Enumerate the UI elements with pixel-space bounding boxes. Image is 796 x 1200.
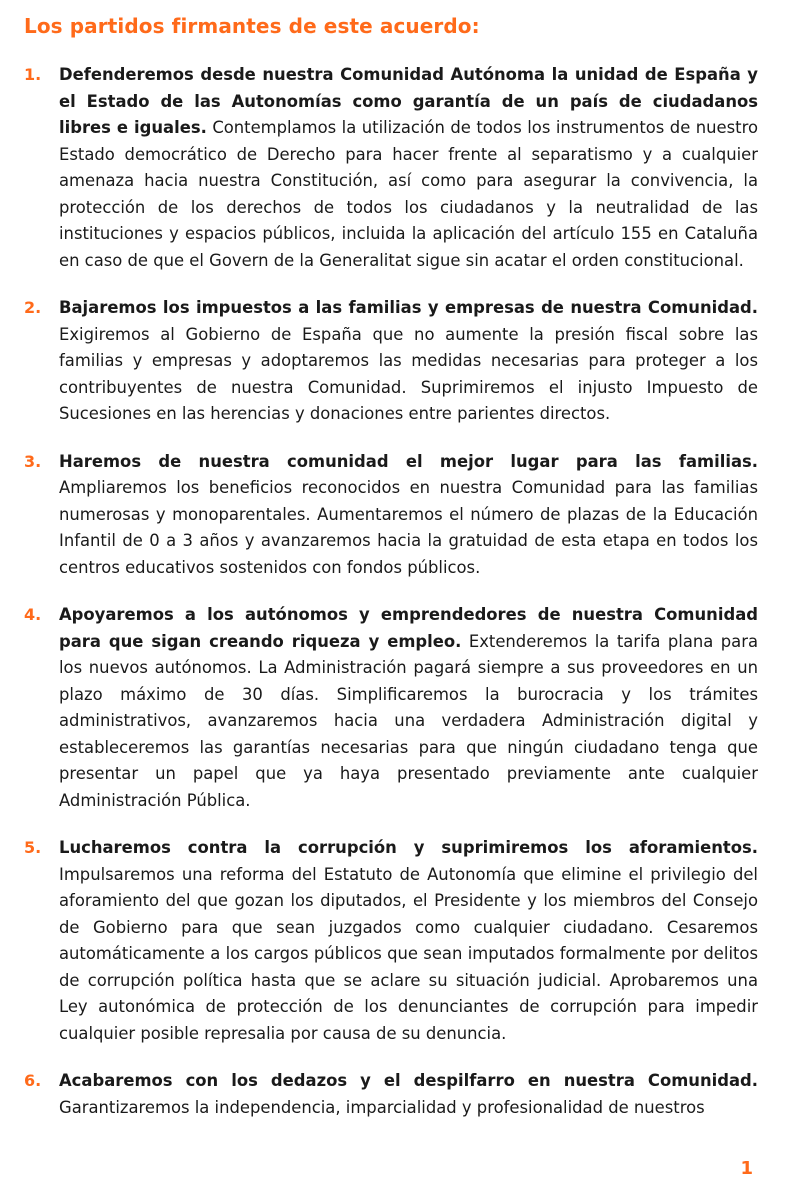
item-bold-lead: Acabaremos con los dedazos y el despilfarro en nuestra Comunidad. xyxy=(59,1071,758,1090)
agreement-list xyxy=(24,62,758,1142)
item-text: Extenderemos la tarifa plana para los nuevos autónomos. La Administración pagará siempre a sus proveedores en un plazo máximo de 30 días. Simplificaremos la burocracia y los trámites administrativos, avanzaremos hacia una verdadera Administración digital y estableceremos las garantías necesarias para que ningún ciudadano tenga que presentar un papel que ya haya presentado previamente ante cualquier Administración Pública. xyxy=(59,631,758,810)
item-text: Contemplamos la utilización de todos los instrumentos de nuestro Estado democrático de Derecho para hacer frente al separatismo y a cualquier amenaza hacia nuestra Constitución, así como para asegurar la convivencia, la protección de los derechos de todos los ciudadanos y la neutralidad de las instituciones y espacios públicos, incluida la aplicación del artículo 155 en Cataluña en caso de que el Govern de la Generalitat sigue sin acatar el orden constitucional. xyxy=(59,118,759,270)
item-body xyxy=(59,295,758,428)
item-body xyxy=(59,602,758,814)
item-number: 3. xyxy=(24,451,42,471)
item-number: 1. xyxy=(24,65,42,84)
item-bold-lead: Lucharemos contra la corrupción y suprimiremos los aforamientos. xyxy=(59,838,758,857)
item-body xyxy=(59,62,758,274)
item-number: 5. xyxy=(24,838,42,857)
item-text: Impulsaremos una reforma del Estatuto de Autonomía que elimine el privilegio del aforamiento del que gozan los diputados, el Presidente y los miembros del Consejo de Gobierno para que sean juzgados como cualquier ciudadano. Cesaremos automáticamente a los cargos públicos que sean imputados formalmente por delitos de corrupción política hasta que se aclare su situación judicial. Aprobaremos una Ley autonómica de protección de los denunciantes de corrupción para impedir cualquier posible represalia por causa de su denuncia. xyxy=(59,864,758,1043)
item-number: 6. xyxy=(24,1071,42,1090)
item-text: Garantizaremos la independencia, imparcialidad y profesionalidad de nuestros xyxy=(59,1097,705,1117)
item-text: Exigiremos al Gobierno de España que no aumente la presión fiscal sobre las familias y empresas y adoptaremos las medidas necesarias para proteger a los contribuyentes de nuestra Comunidad. Suprimiremos el injusto Impuesto de Sucesiones en las herencias y donaciones entre parientes directos. xyxy=(59,324,758,423)
item-body xyxy=(59,1068,758,1121)
item-text: Ampliaremos los beneficios reconocidos en nuestra Comunidad para las familias numerosas y monoparentales. Aumentaremos el número de plazas de la Educación Infantil de 0 a 3 años y avanzaremos hacia la gratuidad de esta etapa en todos los centros educativos sostenidos con fondos públicos. xyxy=(59,478,758,577)
list-item xyxy=(24,449,758,582)
item-bold-lead: Haremos de nuestra comunidad el mejor lugar para las familias. xyxy=(59,451,758,471)
page-number: 1 xyxy=(740,1158,753,1179)
list-item xyxy=(24,1068,758,1121)
item-body xyxy=(59,449,758,582)
item-number: 4. xyxy=(24,605,42,624)
list-item xyxy=(24,295,758,428)
list-item xyxy=(24,602,758,814)
item-bold-lead: Defenderemos desde nuestra Comunidad Autónoma la unidad de España y el Estado de las Autonomías como garantía de un país de ciudadanos libres e iguales. xyxy=(59,65,758,137)
item-body xyxy=(59,835,758,1047)
list-item xyxy=(24,835,758,1047)
item-number: 2. xyxy=(24,298,42,317)
list-item xyxy=(24,62,758,274)
document-heading: Los partidos firmantes de este acuerdo: xyxy=(24,14,480,38)
item-bold-lead: Apoyaremos a los autónomos y emprendedores de nuestra Comunidad para que sigan creando riqueza y empleo. xyxy=(59,605,758,651)
item-bold-lead: Bajaremos los impuestos a las familias y empresas de nuestra Comunidad. xyxy=(59,298,758,317)
